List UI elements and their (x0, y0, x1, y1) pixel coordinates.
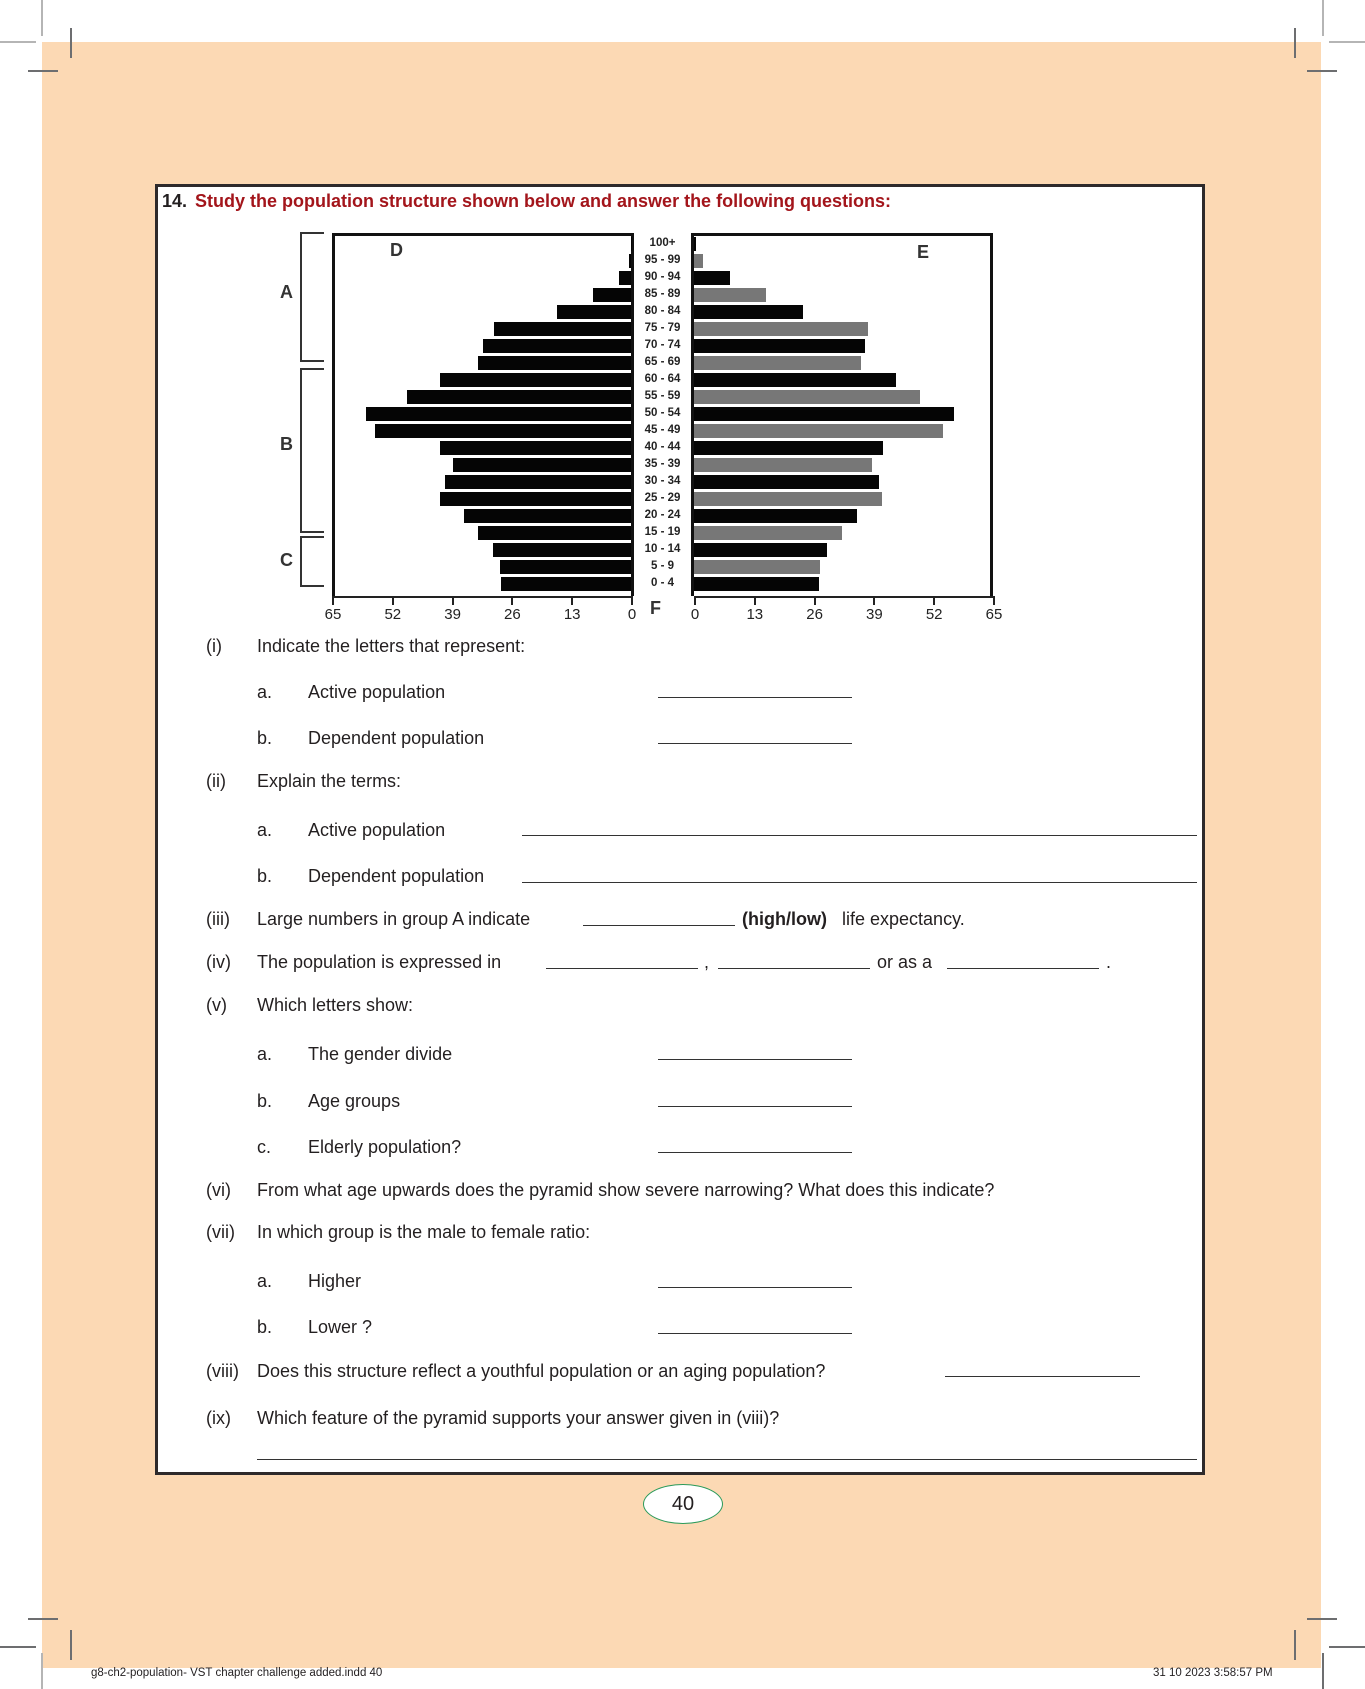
bar-left-75-79 (494, 322, 631, 336)
question-iv-sep1: , (704, 952, 710, 972)
question-heading (162, 191, 891, 212)
x-tick-label: 13 (746, 606, 764, 623)
question-iv-end: . (1106, 952, 1112, 972)
page-number: 40 (643, 1484, 723, 1524)
x-tick-label: 0 (690, 606, 700, 623)
question-i-b-label: b. (257, 728, 273, 748)
bar-right-50-54 (694, 407, 954, 421)
x-tick (694, 596, 696, 605)
age-group-label: 20 - 24 (644, 509, 681, 521)
crop-mark (0, 1646, 36, 1648)
bar-left-85-89 (593, 288, 631, 302)
question-vii-a-label: a. (257, 1271, 273, 1291)
question-i-text: Indicate the letters that represent: (257, 636, 526, 656)
age-group-label: 60 - 64 (644, 373, 681, 385)
x-tick (814, 596, 816, 605)
age-group-label: 90 - 94 (644, 271, 681, 283)
age-group-label: 55 - 59 (644, 390, 681, 402)
age-group-label: 10 - 14 (644, 543, 681, 555)
question-vi-number: (vi) (206, 1180, 231, 1200)
bar-left-70-74 (483, 339, 631, 353)
question-ii-text: Explain the terms: (257, 771, 402, 791)
label-E: E (917, 242, 930, 262)
question-iii-pre: Large numbers in group A indicate (257, 909, 531, 929)
bar-left-30-34 (445, 475, 631, 489)
bracket-A (300, 232, 324, 362)
x-tick (452, 596, 454, 605)
question-vi-text: From what age upwards does the pyramid show severe narrowing? What does this indicate? (257, 1180, 995, 1200)
question-i-number: (i) (206, 636, 222, 656)
group-label-B: B (280, 434, 293, 454)
question-i-a-text: Active population (308, 682, 446, 702)
question-ii-b-text: Dependent population (308, 866, 485, 886)
bar-left-100+ (631, 237, 632, 251)
answer-blank-vii-b[interactable] (658, 1333, 852, 1334)
question-ii-b-label: b. (257, 866, 273, 886)
bar-left-20-24 (464, 509, 631, 523)
crop-mark (1329, 41, 1365, 43)
age-group-label: 80 - 84 (644, 305, 681, 317)
question-iii-options: (high/low) (742, 909, 827, 929)
bar-right-0-4 (694, 577, 819, 591)
question-v-a-text: The gender divide (308, 1044, 453, 1064)
label-D: D (390, 240, 403, 260)
age-group-label: 45 - 49 (644, 424, 681, 436)
x-tick-label: 26 (504, 606, 521, 623)
bar-left-40-44 (440, 441, 631, 455)
answer-blank-viii[interactable] (945, 1376, 1140, 1377)
x-tick-label: 26 (806, 606, 823, 623)
age-group-label: 15 - 19 (644, 526, 681, 538)
age-group-label: 65 - 69 (644, 356, 681, 368)
crop-mark (28, 1618, 58, 1620)
crop-mark (1329, 1646, 1365, 1648)
bar-right-85-89 (694, 288, 766, 302)
bar-left-60-64 (440, 373, 631, 387)
crop-mark (1322, 0, 1324, 36)
bar-right-20-24 (694, 509, 857, 523)
question-vii-number: (vii) (206, 1222, 235, 1242)
question-vii-a-text: Higher (308, 1271, 362, 1291)
question-v-c-text: Elderly population? (308, 1137, 462, 1157)
bar-left-35-39 (453, 458, 631, 472)
question-i-b-text: Dependent population (308, 728, 485, 748)
x-tick (511, 596, 513, 605)
question-ix-number: (ix) (206, 1408, 231, 1428)
x-tick (332, 596, 334, 605)
x-tick-label: 13 (563, 606, 581, 623)
bar-left-90-94 (619, 271, 631, 285)
bar-right-5-9 (694, 560, 820, 574)
bar-left-55-59 (407, 390, 631, 404)
age-group-label: 25 - 29 (644, 492, 681, 504)
bar-right-15-19 (694, 526, 842, 540)
x-tick (571, 596, 573, 605)
age-group-label: 5 - 9 (650, 560, 674, 572)
answer-blank-ii-a[interactable] (522, 835, 1197, 836)
bracket-C (300, 536, 324, 587)
bar-right-90-94 (694, 271, 730, 285)
bar-right-35-39 (694, 458, 872, 472)
group-label-A: A (280, 282, 293, 302)
crop-mark (41, 1653, 43, 1689)
bar-right-80-84 (694, 305, 803, 319)
slug-filename: g8-ch2-population- VST chapter challenge added.indd 40 (91, 1667, 383, 1679)
x-tick (631, 596, 633, 605)
bar-left-80-84 (557, 305, 631, 319)
x-tick-label: 0 (627, 606, 637, 623)
bar-left-10-14 (493, 543, 631, 557)
crop-mark (70, 1630, 72, 1660)
answer-blank-iv-2[interactable] (718, 968, 870, 969)
bar-right-70-74 (694, 339, 865, 353)
x-tick-label: 65 (324, 606, 342, 623)
group-label-C: C (280, 550, 293, 570)
answer-blank-iv-1[interactable] (546, 968, 698, 969)
question-v-c-label: c. (257, 1137, 272, 1157)
bar-right-25-29 (694, 492, 882, 506)
crop-mark (28, 70, 58, 72)
age-group-label: 0 - 4 (650, 577, 674, 589)
question-vii-b-text: Lower ? (308, 1317, 373, 1337)
bar-right-55-59 (694, 390, 920, 404)
question-viii-number: (viii) (206, 1361, 239, 1381)
question-ix-text: Which feature of the pyramid supports your answer given in (viii)? (257, 1408, 780, 1428)
question-viii-text: Does this structure reflect a youthful population or an aging population? (257, 1361, 826, 1381)
question-v-text: Which letters show: (257, 995, 414, 1015)
answer-blank-i-a[interactable] (658, 697, 852, 698)
x-tick (873, 596, 875, 605)
x-tick (993, 596, 995, 605)
bar-right-30-34 (694, 475, 879, 489)
bar-right-65-69 (694, 356, 861, 370)
crop-mark (1307, 1618, 1337, 1620)
x-tick-label: 52 (384, 606, 402, 623)
crop-mark (1294, 28, 1296, 58)
bar-left-25-29 (440, 492, 631, 506)
bar-left-0-4 (501, 577, 631, 591)
answer-blank-v-b[interactable] (658, 1106, 852, 1107)
x-tick-label: 65 (985, 606, 1003, 623)
question-v-number: (v) (206, 995, 227, 1015)
question-v-b-text: Age groups (308, 1091, 401, 1111)
label-F: F (650, 598, 661, 618)
crop-mark (1307, 70, 1337, 72)
age-group-label: 75 - 79 (644, 322, 681, 334)
crop-mark (1322, 1653, 1324, 1689)
question-iii-number: (iii) (206, 909, 230, 929)
x-tick-label: 39 (866, 606, 883, 623)
answer-blank-v-a[interactable] (658, 1059, 852, 1060)
question-iv-pre: The population is expressed in (257, 952, 502, 972)
question-v-b-label: b. (257, 1091, 273, 1111)
age-group-label: 70 - 74 (644, 339, 681, 351)
x-tick (392, 596, 394, 605)
right-x-axis (694, 596, 995, 598)
bar-right-95-99 (694, 254, 703, 268)
crop-mark (1294, 1630, 1296, 1660)
question-iii-post: life expectancy. (842, 909, 965, 929)
bracket-B (300, 368, 324, 533)
left-x-axis (332, 596, 633, 598)
age-group-label: 30 - 34 (644, 475, 681, 487)
question-number: 14. (162, 191, 188, 211)
x-tick (754, 596, 756, 605)
age-group-label: 85 - 89 (644, 288, 681, 300)
x-tick-label: 39 (444, 606, 461, 623)
question-ii-number: (ii) (206, 771, 226, 791)
answer-blank-ix[interactable] (257, 1459, 1197, 1460)
answer-blank-v-c[interactable] (658, 1152, 852, 1153)
age-group-label: 35 - 39 (644, 458, 681, 470)
age-group-label: 40 - 44 (644, 441, 681, 453)
answer-blank-iii[interactable] (583, 925, 735, 926)
question-v-a-label: a. (257, 1044, 273, 1064)
question-vii-text: In which group is the male to female ratio: (257, 1222, 591, 1242)
question-prompt: Study the population structure shown below and answer the following questions: (195, 191, 892, 211)
crop-mark (70, 28, 72, 58)
bar-right-45-49 (694, 424, 943, 438)
x-tick-label: 52 (925, 606, 943, 623)
question-iv-sep2: or as a (877, 952, 933, 972)
bar-right-40-44 (694, 441, 883, 455)
age-group-label: 100+ (649, 237, 676, 249)
age-group-label: 95 - 99 (644, 254, 681, 266)
question-iv-number: (iv) (206, 952, 231, 972)
bar-left-5-9 (500, 560, 631, 574)
bar-left-65-69 (478, 356, 631, 370)
answer-blank-iv-3[interactable] (947, 968, 1099, 969)
bar-right-10-14 (694, 543, 827, 557)
crop-mark (41, 0, 43, 36)
age-group-label: 50 - 54 (644, 407, 681, 419)
bar-left-45-49 (375, 424, 631, 438)
answer-blank-ii-b[interactable] (522, 882, 1197, 883)
bar-left-50-54 (366, 407, 631, 421)
bar-right-60-64 (694, 373, 896, 387)
question-vii-b-label: b. (257, 1317, 273, 1337)
slug-datetime: 31 10 2023 3:58:57 PM (1153, 1667, 1273, 1679)
question-ii-a-label: a. (257, 820, 273, 840)
bar-left-15-19 (478, 526, 631, 540)
question-i-a-label: a. (257, 682, 273, 702)
x-tick (933, 596, 935, 605)
answer-blank-vii-a[interactable] (658, 1287, 852, 1288)
crop-mark (0, 41, 36, 43)
answer-blank-i-b[interactable] (658, 743, 852, 744)
bar-left-95-99 (629, 254, 631, 268)
bar-right-75-79 (694, 322, 868, 336)
bar-right-100+ (694, 237, 696, 251)
question-ii-a-text: Active population (308, 820, 446, 840)
